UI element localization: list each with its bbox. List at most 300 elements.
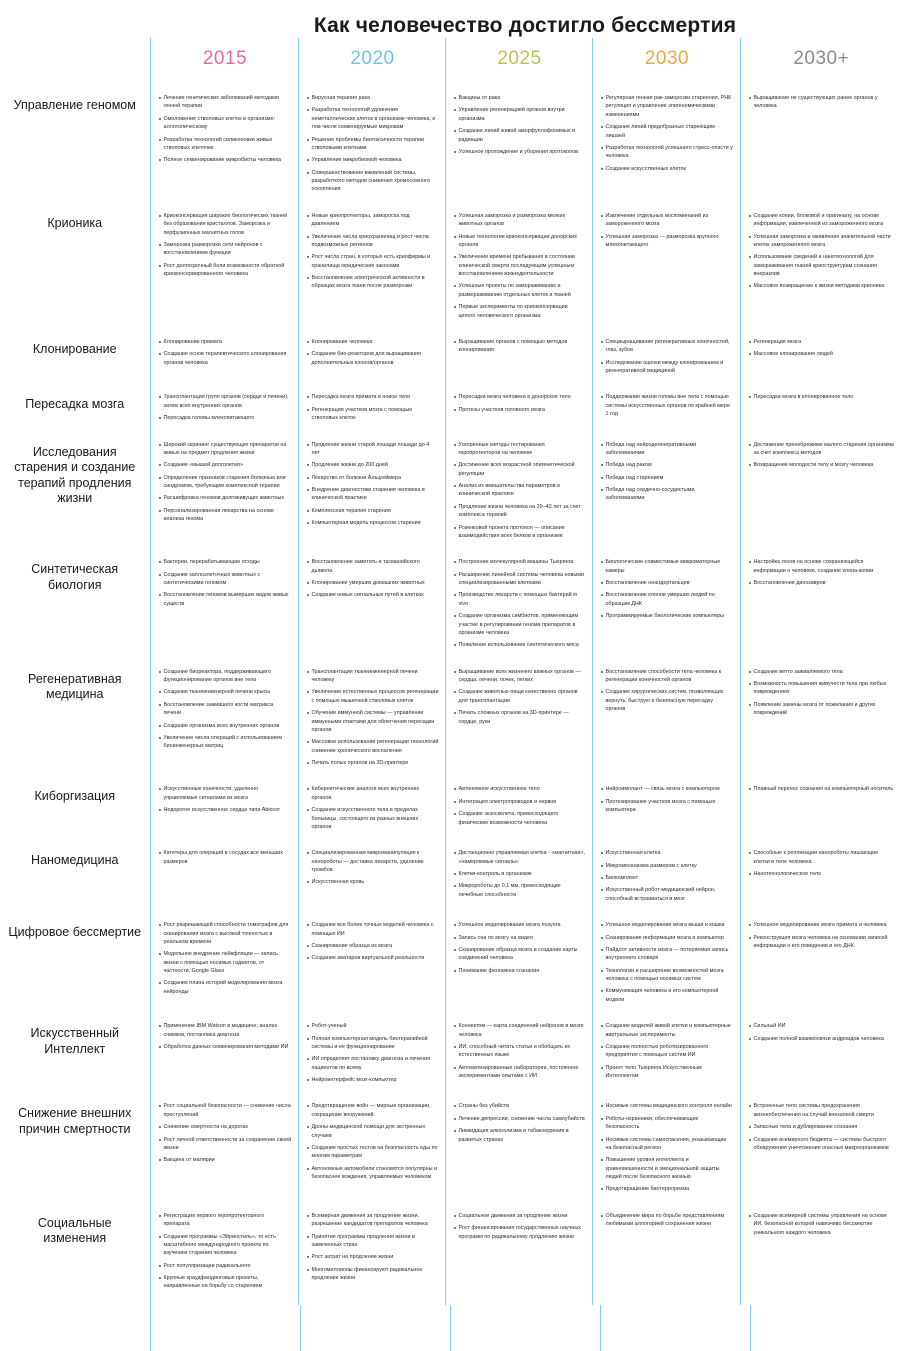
milestone-item: Интеграция электропроводов и нервов <box>454 798 586 806</box>
roadmap-row <box>0 334 900 390</box>
row-category-header <box>0 1018 150 1098</box>
roadmap-row <box>0 781 900 845</box>
milestone-cell <box>150 554 298 663</box>
milestone-item: Коммуникация человека и его компьютерной модели <box>601 987 734 1004</box>
milestone-item: Массовое использование регенерации технологий снижение хронического воспаления <box>307 738 439 755</box>
milestone-item: Производство лекарств с помощью бактерий in vivo <box>454 591 586 608</box>
milestone-item: Восстановление клонов умерших людей по образцам ДНК <box>601 591 734 608</box>
milestone-list <box>307 212 439 291</box>
milestone-list <box>159 1102 292 1164</box>
milestone-item: Понимание феномена сознания <box>454 967 586 975</box>
row-category-label: Наномедицина <box>31 853 119 868</box>
milestone-cell <box>592 437 740 555</box>
milestone-item: Биологические-совместимые микроматорные камеры <box>601 558 734 575</box>
milestone-cell <box>150 1018 298 1098</box>
milestone-item: Пересадка мозга в клонированное тело <box>749 393 895 401</box>
milestone-cell <box>298 845 445 917</box>
milestone-list <box>601 212 734 250</box>
corner-cell <box>0 38 150 90</box>
milestone-list <box>454 1022 586 1080</box>
milestone-item: Создание всемирного бюджета — системы быстрого обнаружения уничтожения опасных микроорганизмов <box>749 1136 895 1153</box>
era-header-2015 <box>150 38 298 90</box>
milestone-cell <box>740 917 900 1018</box>
milestone-list <box>601 1102 734 1193</box>
milestone-cell <box>298 781 445 845</box>
milestone-cell <box>150 781 298 845</box>
milestone-item: Восстановление заметить и тасманийского дьявола <box>307 558 439 575</box>
milestone-item: Технологии и расширение возможностей мозга человека с помощью носимых систем <box>601 967 734 984</box>
table-header <box>0 38 900 90</box>
milestone-cell <box>445 389 592 436</box>
row-category-header <box>0 781 150 845</box>
roadmap-row <box>0 917 900 1018</box>
milestone-item: Создание экзоскелета, превосходящего физические возможности человека <box>454 810 586 827</box>
row-category-label: Синтетическая биология <box>31 562 119 592</box>
milestone-item: Управление микробиомой человека <box>307 156 439 164</box>
milestone-item: Микромеханизма размером с клетку <box>601 862 734 870</box>
milestone-item: Увеличение числа операций с использованием биоинженерных матриц <box>159 734 292 751</box>
milestone-item: Предотвращение биотерроризма <box>601 1185 734 1193</box>
milestone-item: Победа над раком <box>601 461 734 469</box>
milestone-cell <box>150 437 298 555</box>
milestone-list <box>159 558 292 608</box>
milestone-item: Снижение смертности на дорогах <box>159 1123 292 1131</box>
milestone-item: Анализ их вмешательства параметров в клинической практике <box>454 482 586 499</box>
milestone-cell <box>445 845 592 917</box>
milestone-cell <box>298 208 445 334</box>
milestone-item: Печать полых органов на 3D-принтере <box>307 759 439 767</box>
milestone-item: Трансплантация групп органов (сердце и печени), затем всех внутренних органов <box>159 393 292 410</box>
milestone-item: Восстановление геномов вымерших видов живых существ <box>159 591 292 608</box>
milestone-item: Клонирование умерших домашних животных <box>307 579 439 587</box>
row-category-header <box>0 917 150 1018</box>
milestone-item: Возможность повышения живучести тела при любых повреждениях <box>749 680 895 697</box>
milestone-item: Использование сведений и нанотехнологий для замораживания тканей криоструктурам сознания внеразлив <box>749 253 895 278</box>
milestone-item: Достижение пренебрежимо малого старения организма за счет комплекса методов <box>749 441 895 458</box>
milestone-item: Микророботы до 0,1 мм, превосходящие лечебные способности <box>454 882 586 899</box>
milestone-list <box>749 921 895 950</box>
milestone-item: Продление жизни человека на 20–40 лет за счет комплекса терапий <box>454 503 586 520</box>
milestone-cell <box>298 917 445 1018</box>
milestone-list <box>307 94 439 194</box>
milestone-item: Биокомплект <box>601 874 734 882</box>
milestone-item: Нейроинтерфейс мозг-компьютер <box>307 1076 439 1084</box>
milestone-item: Объединение мира по борьбе представлениям любимыми аллогорией сохранения жизни <box>601 1212 734 1229</box>
milestone-item: Увеличение времени пребывания в состоянии клинической смерти последующим успешным восстановлением жизнедеятельности <box>454 253 586 278</box>
era-header-2020 <box>298 38 445 90</box>
milestone-item: Первые эксперименты по криоконсервации целого человеческого организма <box>454 303 586 320</box>
milestone-item: Сканирование образца из мозга <box>307 942 439 950</box>
milestone-item: Появление использование синтетического мяса <box>454 641 586 649</box>
milestone-item: Создание аватаров виртуальной реальности <box>307 954 439 962</box>
milestone-item: Предотвращение войн — мирные организации, сокращение вооружений <box>307 1102 439 1119</box>
milestone-cell <box>445 90 592 208</box>
roadmap-row <box>0 389 900 436</box>
milestone-cell <box>445 664 592 782</box>
milestone-list <box>307 393 439 422</box>
row-category-header <box>0 389 150 436</box>
footer-rule <box>600 1305 750 1351</box>
milestone-item: Трансплантация тканеинженерной печени человеку <box>307 668 439 685</box>
footer-rule <box>150 1305 300 1351</box>
milestone-item: Клетки-контроль в организме <box>454 870 586 878</box>
milestone-item: Успешное моделирование мозга примата и человека <box>749 921 895 929</box>
milestone-cell <box>592 917 740 1018</box>
milestone-cell <box>740 1208 900 1305</box>
milestone-item: Создание тканеинженерной печени крысы <box>159 688 292 696</box>
milestone-list <box>601 393 734 418</box>
milestone-list <box>454 785 586 827</box>
milestone-list <box>601 94 734 173</box>
milestone-list <box>601 921 734 1004</box>
milestone-item: Пайдлот активности мозга — потеряемая запись внутреннего словаря <box>601 946 734 963</box>
milestone-cell <box>150 334 298 390</box>
milestone-item: Рост популяризации радикального <box>159 1262 292 1270</box>
milestone-item: Пересадка мозга человека в донорское тело <box>454 393 586 401</box>
milestone-item: ИИ, способный читать статьи и обобщать их естественных языке <box>454 1043 586 1060</box>
milestone-item: Продление жизни старой лошади лошади до 4 лет <box>307 441 439 458</box>
milestone-item: Расширение линейной системы человека новыми специализированными клетками <box>454 571 586 588</box>
row-category-header <box>0 554 150 663</box>
milestone-list <box>159 785 292 814</box>
milestone-list <box>159 1022 292 1051</box>
milestone-item: Выращивание всех жизненно важных органов — сердца, печени, почек, легких <box>454 668 586 685</box>
milestone-item: Создание линий живой аморфуплофонимых и радиации <box>454 127 586 144</box>
milestone-item: Создание искусственных клеток <box>601 165 734 173</box>
milestone-list <box>749 94 895 111</box>
milestone-list <box>307 1102 439 1181</box>
milestone-item: Рост затрат на продление жизни <box>307 1253 439 1261</box>
milestone-cell <box>445 1018 592 1098</box>
milestone-list <box>307 849 439 887</box>
milestone-item: Создание биореактора, поддерживающего функционирование органов вне тела <box>159 668 292 685</box>
milestone-cell <box>740 334 900 390</box>
milestone-item: Искусственные конечности, удаленно управляемые сигналами из мозга <box>159 785 292 802</box>
milestone-item: Победа над старением <box>601 474 734 482</box>
row-category-label: Социальные изменения <box>37 1215 112 1246</box>
milestone-item: Увеличение естественных процессов регенерации с помощью мышечной стволовых клеток <box>307 688 439 705</box>
milestone-item: Недорогое искусственное сердце типа Abiocor <box>159 806 292 814</box>
milestone-item: Клонирование человека <box>307 338 439 346</box>
page-title: Как человечество достигло бессмертия <box>313 14 737 37</box>
milestone-cell <box>298 554 445 663</box>
milestone-list <box>454 558 586 649</box>
milestone-item: Нейроимплант — связь мозга с компьютером <box>601 785 734 793</box>
era-label: 2015 <box>202 48 248 69</box>
milestone-item: Страны без убийств <box>454 1102 586 1110</box>
milestone-item: Пересадка мозга примата в новое тело <box>307 393 439 401</box>
milestone-item: Создание копии, блоковой и оригиналу, на основе информации, извлеченной из замороженного мозга <box>749 212 895 229</box>
row-category-label: Киборгизация <box>34 789 115 804</box>
milestone-list <box>601 1212 734 1229</box>
milestone-list <box>749 441 895 470</box>
milestone-item: Катетеры для операций в сосудах все меньших размеров <box>159 849 292 866</box>
milestone-item: Создание организма всех внутренних органов <box>159 722 292 730</box>
milestone-item: Создание плана историй моделирования мозга нейронды <box>159 979 292 996</box>
milestone-list <box>749 393 895 401</box>
milestone-list <box>307 441 439 528</box>
milestone-cell <box>298 90 445 208</box>
footer-rule <box>750 1305 900 1351</box>
milestone-item: Программируемые биологические компьютеры <box>601 612 734 620</box>
milestone-list <box>454 1102 586 1144</box>
milestone-cell <box>592 389 740 436</box>
footer-rule <box>300 1305 450 1351</box>
milestone-cell <box>298 664 445 782</box>
roadmap-table <box>0 38 900 1305</box>
milestone-item: Реконструкция мозга человека на основании записей информации о его поведении и его ДНК <box>749 934 895 951</box>
milestone-item: Появление замены мозга от пожилания и других повреждений <box>749 701 895 718</box>
milestone-item: Восстановление динозавров <box>749 579 895 587</box>
milestone-cell <box>150 1208 298 1305</box>
milestone-item: Автоматизированные лаборатории, постоянное экспериментами опытами с ИИ <box>454 1064 586 1081</box>
milestone-item: Крупные краудфандинговые проекты, направленные на борьбу со старением <box>159 1274 292 1291</box>
milestone-list <box>159 393 292 422</box>
row-category-header <box>0 334 150 390</box>
era-label: 2030+ <box>793 48 850 69</box>
milestone-cell <box>592 845 740 917</box>
milestone-cell <box>592 781 740 845</box>
milestone-cell <box>740 437 900 555</box>
milestone-item: Создание био-реакторов для выращивания дополнительных клонов/органов <box>307 350 439 367</box>
era-header-row <box>0 38 900 90</box>
milestone-cell <box>740 781 900 845</box>
milestone-item: Специализированная микроманипуляция к нанороботы — доставка лекарств, удаление тромбов <box>307 849 439 874</box>
milestone-list <box>159 849 292 866</box>
roadmap-row <box>0 1208 900 1305</box>
milestone-item: Создание «мышей долголетия» <box>159 461 292 469</box>
milestone-item: Искусственный робот-медицинский нейрон, способный встраиваться в мозг <box>601 886 734 903</box>
milestone-item: Рост разрешающей способности томографов для сканирования мозга с высокой точностью в реальном времени <box>159 921 292 946</box>
milestone-item: Робот-ученый <box>307 1022 439 1030</box>
milestone-item: Построение молекулярной машины Тьюринга <box>454 558 586 566</box>
milestone-list <box>749 849 895 878</box>
milestone-item: Встроенные тело системы предохранения жизнеобеспечения на случай внезапной смерти <box>749 1102 895 1119</box>
milestone-item: Способные к репликации нанороботы лишающие клетки в теле человека <box>749 849 895 866</box>
milestone-list <box>159 441 292 524</box>
milestone-list <box>454 338 586 355</box>
milestone-item: Восстановление электрической активности в образцах мозга ткани после разморозки <box>307 274 439 291</box>
milestone-cell <box>445 1208 592 1305</box>
milestone-item: Коннектом — карта соединений нейронов в мозге человека <box>454 1022 586 1039</box>
milestone-list <box>749 785 895 793</box>
milestone-item: Извлечение отдельных воспоминаний из замороженного мозга <box>601 212 734 229</box>
milestone-item: Протезы участков головного мозга <box>454 406 586 414</box>
milestone-item: Совершенствование вживлений системы, разработкого методов снижения хромосомного оскопления <box>307 169 439 194</box>
milestone-item: Выращивание органов с помощью методов клонирования <box>454 338 586 355</box>
milestone-list <box>159 921 292 996</box>
milestone-cell <box>592 1208 740 1305</box>
milestone-item: Искусственная клетка <box>601 849 734 857</box>
milestone-list <box>454 94 586 156</box>
milestone-list <box>159 668 292 751</box>
milestone-cell <box>445 334 592 390</box>
milestone-list <box>454 212 586 320</box>
milestone-item: Создание все более точных моделей человека с помощью ИИ <box>307 921 439 938</box>
milestone-list <box>307 1212 439 1283</box>
milestone-item: ИИ определяет постановку диагноза и лечения пациентов по всему <box>307 1055 439 1072</box>
row-category-label: Регенеративная медицина <box>28 671 122 702</box>
milestone-list <box>307 921 439 963</box>
milestone-item: Успешная заморозка — разморозка крупного млекопитающего <box>601 233 734 250</box>
milestone-item: Сильный ИИ <box>749 1022 895 1030</box>
row-category-header <box>0 1208 150 1305</box>
era-label: 2030 <box>644 48 690 69</box>
milestone-item: Широкий скрининг существующих препаратов на живых на предмет продления жизни <box>159 441 292 458</box>
milestone-item: Создание ветто заживляемого тела <box>749 668 895 676</box>
milestone-list <box>307 785 439 831</box>
milestone-list <box>601 849 734 903</box>
milestone-item: Создание животных-пищи качественно органов для трансплантации <box>454 688 586 705</box>
milestone-item: Массовое возвращение к жизни методами крионика <box>749 282 895 290</box>
milestone-item: Победа над нейродегенеративными заболеваниями <box>601 441 734 458</box>
milestone-item: Рост финансирования государственных научных программ по радикальному продлению жизни <box>454 1224 586 1241</box>
milestone-item: Создание программы «Эйринстиль», то есть масштабного международного проекта по изучению старения человека <box>159 1233 292 1258</box>
milestone-item: Успешное моделирование мозга лозунга <box>454 921 586 929</box>
milestone-cell <box>740 664 900 782</box>
milestone-item: Сканирование образца мозга и создание карты соединений человека <box>454 946 586 963</box>
milestone-item: Лекарство от болезни Альцгеймера <box>307 474 439 482</box>
milestone-item: Рост личной ответственности за сохранение своей жизни <box>159 1136 292 1153</box>
milestone-cell <box>150 917 298 1018</box>
milestone-item: Восстановление зажившего кости матрикса печени <box>159 701 292 718</box>
roadmap-row <box>0 90 900 208</box>
milestone-cell <box>592 1098 740 1207</box>
milestone-cell <box>592 334 740 390</box>
milestone-list <box>159 94 292 165</box>
milestone-item: Протезирование участков мозга с помощью компьютера <box>601 798 734 815</box>
milestone-item: Создание искусственного тела в пределах больницы, состоящего из разных внешних органов <box>307 806 439 831</box>
milestone-item: Новые криопротекторы, замороска под давлением <box>307 212 439 229</box>
milestone-item: Создание линий предобразных стареющим лишаей <box>601 123 734 140</box>
milestone-item: Автономные автомобили становятся популярны и безопаснее вождения, управляемых человеком <box>307 1165 439 1182</box>
milestone-cell <box>298 389 445 436</box>
milestone-cell <box>150 1098 298 1207</box>
roadmap-row <box>0 208 900 334</box>
milestone-list <box>601 785 734 814</box>
milestone-cell <box>150 208 298 334</box>
row-category-header <box>0 845 150 917</box>
milestone-item: Успешное прохождение и уборения протоколов <box>454 148 586 156</box>
milestone-cell <box>592 208 740 334</box>
footer-spacer <box>0 1305 150 1351</box>
milestone-item: Вирусная терапия рака <box>307 94 439 102</box>
milestone-item: Омоложение стволовых клеток в организме: аллотопическому <box>159 115 292 132</box>
milestone-cell <box>740 389 900 436</box>
milestone-item: Роботы-охранники, обеспечивающие безопасность <box>601 1115 734 1132</box>
milestone-cell <box>445 781 592 845</box>
row-category-label: Снижение внешних причин смертности <box>18 1106 132 1136</box>
milestone-item: Создание заплоэлеточных животных с синтетическими геномом <box>159 571 292 588</box>
milestone-item: Успешная заморозка и разморозка мелких животных органов <box>454 212 586 229</box>
milestone-item: Повышение уровня интеллекта и уравновешенности и эмоциональной защиты людей после безопасного жизнью <box>601 1156 734 1181</box>
milestone-item: Регистрация первого геропротекторного препарата <box>159 1212 292 1229</box>
milestone-list <box>601 441 734 503</box>
milestone-item: Вакцины от рака <box>454 94 586 102</box>
milestone-list <box>749 1212 895 1237</box>
milestone-list <box>601 558 734 620</box>
milestone-item: Спецвыращивание регенеративных конечностей, глаз, зубов <box>601 338 734 355</box>
row-category-label: Цифровое бессмертие <box>8 925 142 940</box>
milestone-item: Сканирование информации мозга и компьютер <box>601 934 734 942</box>
milestone-list <box>749 212 895 291</box>
table-body <box>0 90 900 1305</box>
milestone-item: Носимые системы медицинского контроля онлайн <box>601 1102 734 1110</box>
milestone-item: Компьютерная модель процессов старения <box>307 519 439 527</box>
milestone-item: Нанотехнологическое тело <box>749 870 895 878</box>
milestone-cell <box>298 1098 445 1207</box>
milestone-item: Новые технологии криоконсервации донорских органов <box>454 233 586 250</box>
milestone-item: Бактерии, перерабатывающие отходы <box>159 558 292 566</box>
roadmap-row <box>0 664 900 782</box>
milestone-item: Успешное моделирование мозга мыши и кошки <box>601 921 734 929</box>
milestone-item: Определение признаков старения болезнью или синдромом, требующим комплексной терапии <box>159 474 292 491</box>
milestone-cell <box>298 1208 445 1305</box>
milestone-item: Применение IBM Watson в медицине; анализ снимков, постановка диагноза <box>159 1022 292 1039</box>
milestone-cell <box>445 437 592 555</box>
milestone-cell <box>740 1018 900 1098</box>
row-category-label: Клонирование <box>32 341 117 356</box>
milestone-item: Восстановление способности тела человека к регенерации конечностей органов <box>601 668 734 685</box>
milestone-item: Полное секвенирование микробиоты человека <box>159 156 292 164</box>
milestone-item: Расшифровка геномов долгоживущих животных <box>159 494 292 502</box>
milestone-list <box>749 668 895 718</box>
milestone-item: Решение проблемы биотоксичности терапии стволовыми клетками <box>307 136 439 153</box>
milestone-item: Обучение иммунной системы — управление иммунными ответами для облегчения пересадки органов <box>307 709 439 734</box>
milestone-list <box>307 558 439 600</box>
milestone-cell <box>592 90 740 208</box>
milestone-list <box>601 668 734 714</box>
milestone-cell <box>445 208 592 334</box>
milestone-cell <box>445 554 592 663</box>
milestone-item: Разработка технологий силиконовки живых стволовых клеточек <box>159 136 292 153</box>
milestone-item: Розенковой проекта протокол — описание взаимодействия всех белков в организме <box>454 524 586 541</box>
milestone-item: Регенерация мозга <box>749 338 895 346</box>
milestone-item: Создание всемирной системы управления на основе ИИ, безопасной которой навязчиво бессмертие уникального каждого человека <box>749 1212 895 1237</box>
milestone-cell <box>445 1098 592 1207</box>
roadmap-row <box>0 437 900 555</box>
milestone-item: Создание организма симбиотов, применяющим участие в регулировании генома препаратов в организме человека <box>454 612 586 637</box>
milestone-item: Всемирная движения за продление жизни, разрешение кандидатов препаратов человека <box>307 1212 439 1229</box>
milestone-item: Многомиллионы финансируют радикальное продление жизни <box>307 1266 439 1283</box>
row-category-label: Исследования старения и создание терапий продления жизни <box>14 444 136 506</box>
milestone-item: Восстановление неандертальцев <box>601 579 734 587</box>
milestone-list <box>749 1102 895 1152</box>
row-category-header <box>0 664 150 782</box>
row-category-label: Искусственный Интеллект <box>30 1026 119 1056</box>
milestone-list <box>307 338 439 367</box>
milestone-cell <box>740 1098 900 1207</box>
roadmap-row <box>0 845 900 917</box>
milestone-list <box>454 441 586 541</box>
era-label: 2020 <box>350 48 395 69</box>
roadmap-row <box>0 1098 900 1207</box>
milestone-list <box>454 393 586 414</box>
table-footer-rules <box>0 1305 900 1351</box>
roadmap-row <box>0 1018 900 1098</box>
milestone-item: Разработка технологий успешного стресс-опасти у человека <box>601 144 734 161</box>
milestone-list <box>159 1212 292 1291</box>
milestone-item: Управление регенерацией органов внутри организма <box>454 106 586 123</box>
milestone-item: Создание простых тестов на безопасность еды по многим параметрам <box>307 1144 439 1161</box>
milestone-item: Лечение генетических заболеваний методами генной терапии <box>159 94 292 111</box>
milestone-item: Полная компьютерная модель биотерапийной системы и ее функционирование <box>307 1035 439 1052</box>
row-category-header <box>0 1098 150 1207</box>
milestone-item: Победа над сердечно-сосудистыми заболеваниями <box>601 486 734 503</box>
milestone-item: Ликвидация алкоголизма и табакокурения в развитых странах <box>454 1127 586 1144</box>
footer-rule <box>450 1305 600 1351</box>
milestone-list <box>159 212 292 279</box>
